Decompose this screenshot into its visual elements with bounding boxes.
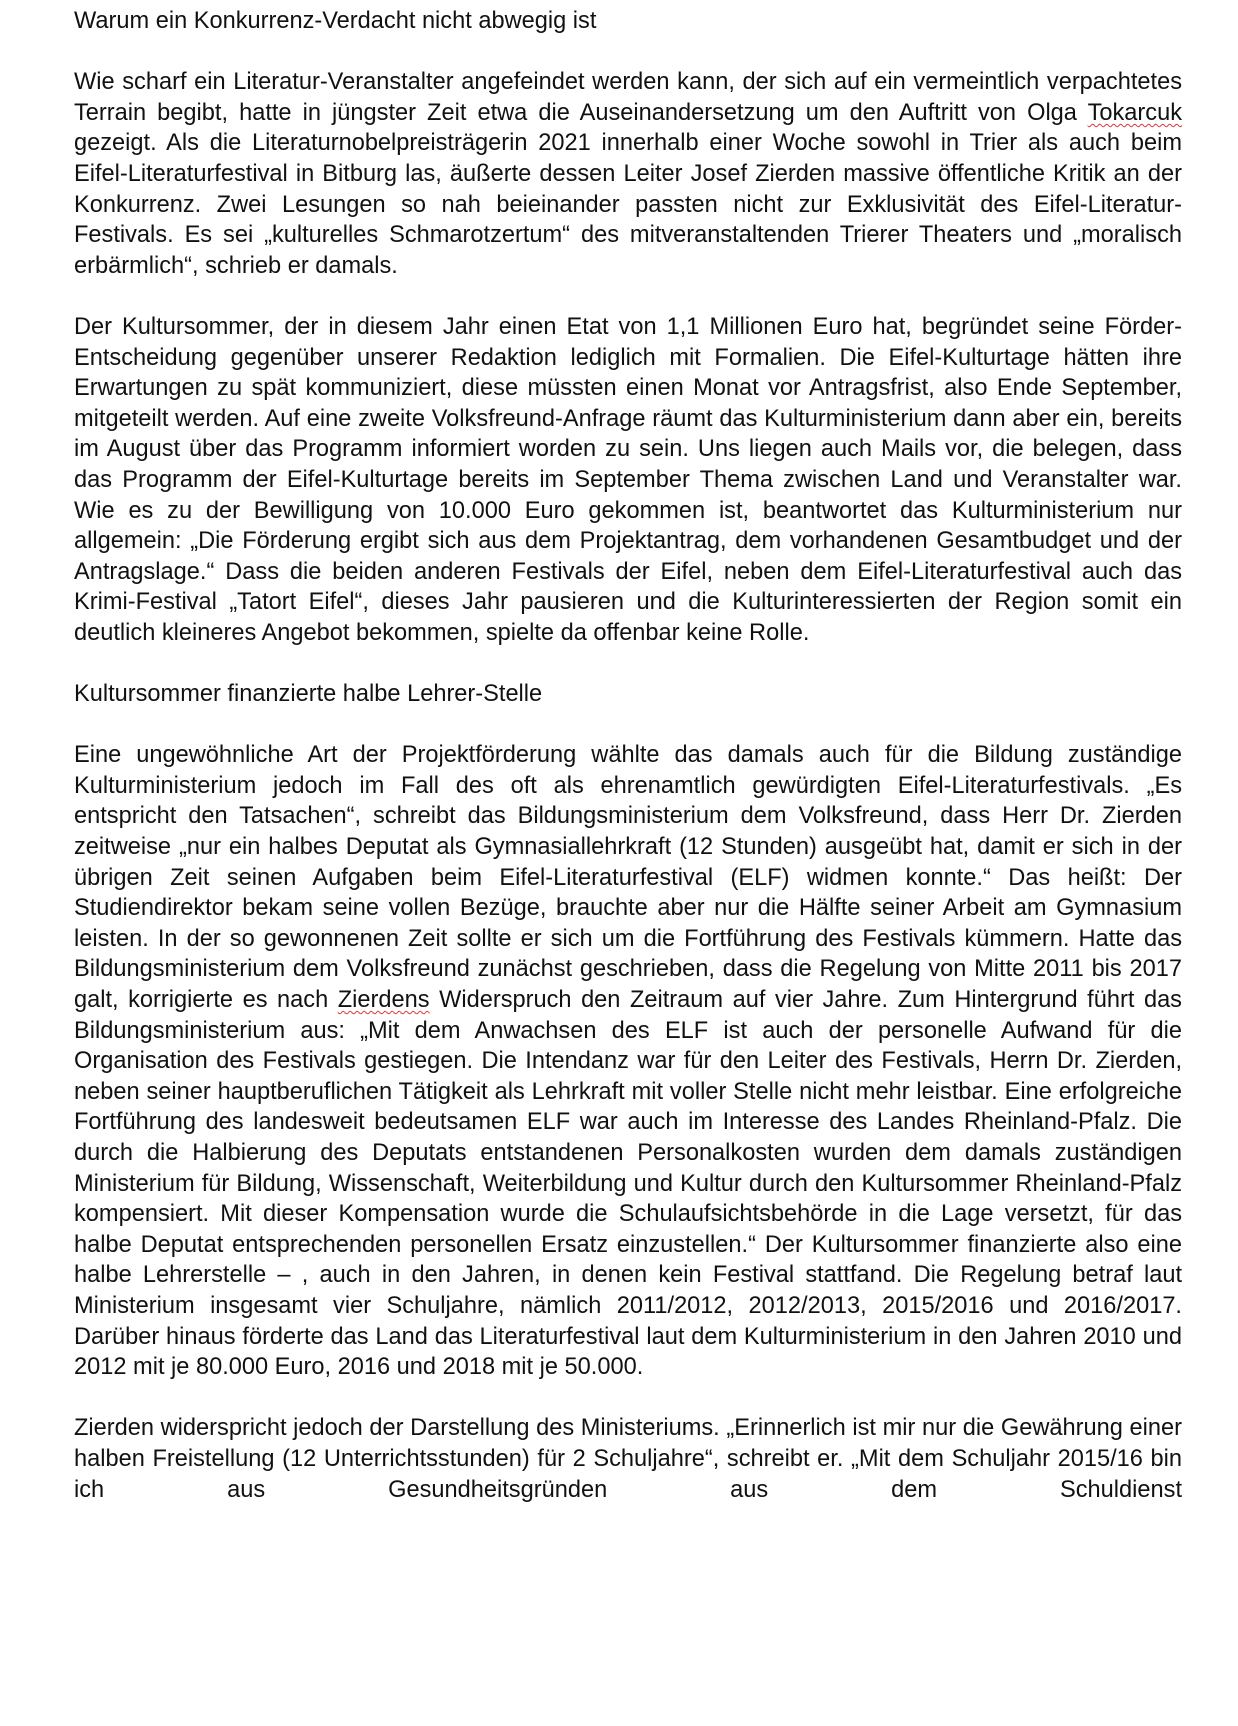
paragraph-4: Zierden widerspricht jedoch der Darstellung des Ministeriums. „Erinnerlich ist mir nur die Gewährung einer halben Freistellung (12 Unterrichtsstunden) für 2 Schuljahre“, schreibt er. „Mit dem Schuljahr 2015/16 bin ich aus Gesundheitsgründen aus dem Schuldienst xyxy=(74,1415,1182,1503)
paragraph-1 xyxy=(74,67,1182,281)
document-page xyxy=(74,6,1182,1505)
spellcheck-flagged-word[interactable]: Tokarcuk xyxy=(1087,99,1182,126)
paragraph-1-text-start: Wie scharf ein Literatur-Veranstalter angefeindet werden kann, der sich auf ein vermeintlich verpachtetes Terrain begibt, hatte in jüngster Zeit etwa die Auseinandersetzung um den Auftritt von Olga xyxy=(74,69,1182,126)
paragraph-3 xyxy=(74,740,1182,1382)
section-subheading: Kultursommer finanzierte halbe Lehrer-Stelle xyxy=(74,681,543,708)
paragraph-1-text-end: gezeigt. Als die Literaturnobelpreisträgerin 2021 innerhalb einer Woche sowohl in Trier als auch beim Eifel-Literaturfestival in Bitburg las, äußerte dessen Leiter Josef Zierden massive öffentliche Kritik an der Konkurrenz. Zwei Lesungen so nah beieinander passten nicht zur Exklusivität des Eifel-Literatur-Festivals. Es sei „kulturelles Schmarotzertum“ des mitveranstaltenden Trierer Theaters und „moralisch erbärmlich“, schrieb er damals. xyxy=(74,130,1182,279)
section-heading: Warum ein Konkurrenz-Verdacht nicht abwegig ist xyxy=(74,8,597,34)
paragraph-2: Der Kultursommer, der in diesem Jahr einen Etat von 1,1 Millionen Euro hat, begründet seine Förder-Entscheidung gegenüber unserer Redaktion lediglich mit Formalien. Die Eifel-Kulturtage hätten ihre Erwartungen zu spät kommuniziert, diese müssten einen Monat vor Antragsfrist, also Ende September, mitgeteilt werden. Auf eine zweite Volksfreund-Anfrage räumt das Kulturministerium dann aber ein, bereits im August über das Programm informiert worden zu sein. Uns liegen auch Mails vor, die belegen, dass das Programm der Eifel-Kulturtage bereits im September Thema zwischen Land und Veranstalter war. Wie es zu der Bewilligung von 10.000 Euro gekommen ist, beantwortet das Kulturministerium nur allgemein: „Die Förderung ergibt sich aus dem Projektantrag, dem vorhandenen Gesamtbudget und der Antragslage.“ Dass die beiden anderen Festivals der Eifel, neben dem Eifel-Literaturfestival auch das Krimi-Festival „Tatort Eifel“, dieses Jahr pausieren und die Kulturinteressierten der Region somit ein deutlich kleineres Angebot bekommen, spielte da offenbar keine Rolle. xyxy=(74,313,1182,646)
paragraph-3-text-start: Eine ungewöhnliche Art der Projektförderung wählte das damals auch für die Bildung zuständige Kulturministerium jedoch im Fall des oft als ehrenamtlich gewürdigten Eifel-Literaturfestivals. „Es entspricht den Tatsachen“, schreibt das Bildungsministerium dem Volksfreund, dass Herr Dr. Zierden zeitweise „nur ein halbes Deputat als Gymnasiallehrkraft (12 Stunden) ausgeübt hat, damit er sich in der übrigen Zeit seinen Aufgaben beim Eifel-Literaturfestival (ELF) widmen konnte.“ Das heißt: Der Studiendirektor bekam seine vollen Bezüge, brauchte aber nur die Hälfte seiner Arbeit am Gymnasium leisten. In der so gewonnenen Zeit sollte er sich um die Fortführung des Festivals kümmern. Hatte das Bildungsministerium dem Volksfreund zunächst geschrieben, dass die Regelung von Mitte 2011 bis 2017 galt, korrigierte es nach xyxy=(74,742,1182,1013)
spellcheck-flagged-word[interactable]: Zierdens xyxy=(337,987,430,1013)
paragraph-3-text-end: Widerspruch den Zeitraum auf vier Jahre. Zum Hintergrund führt das Bildungsministerium aus: „Mit dem Anwachsen des ELF ist auch der personelle Aufwand für die Organisation des Festivals gestiegen. Die Intendanz war für den Leiter des Festivals, Herrn Dr. Zierden, neben seiner hauptberuflichen Tätigkeit als Lehrkraft mit voller Stelle nicht mehr leistbar. Eine erfolgreiche Fortführung des landesweit bedeutsamen ELF war auch im Interesse des Landes Rheinland-Pfalz. Die durch die Halbierung des Deputats entstandenen Personalkosten wurden dem damals zuständigen Ministerium für Bildung, Wissenschaft, Weiterbildung und Kultur durch den Kultursommer Rheinland-Pfalz kompensiert. Mit dieser Kompensation wurde die Schulaufsichtsbehörde in die Lage versetzt, für das halbe Deputat entsprechenden personellen Ersatz einzustellen.“ Der Kultursommer finanzierte also eine halbe Lehrerstelle – , auch in den Jahren, in denen kein Festival stattfand. Die Regelung betraf laut Ministerium insgesamt vier Schuljahre, nämlich 2011/2012, 2012/2013, 2015/2016 und 2016/2017. Darüber hinaus förderte das Land das Literaturfestival laut dem Kulturministerium in den Jahren 2010 und 2012 mit je 80.000 Euro, 2016 und 2018 mit je 50.000. xyxy=(74,987,1182,1381)
